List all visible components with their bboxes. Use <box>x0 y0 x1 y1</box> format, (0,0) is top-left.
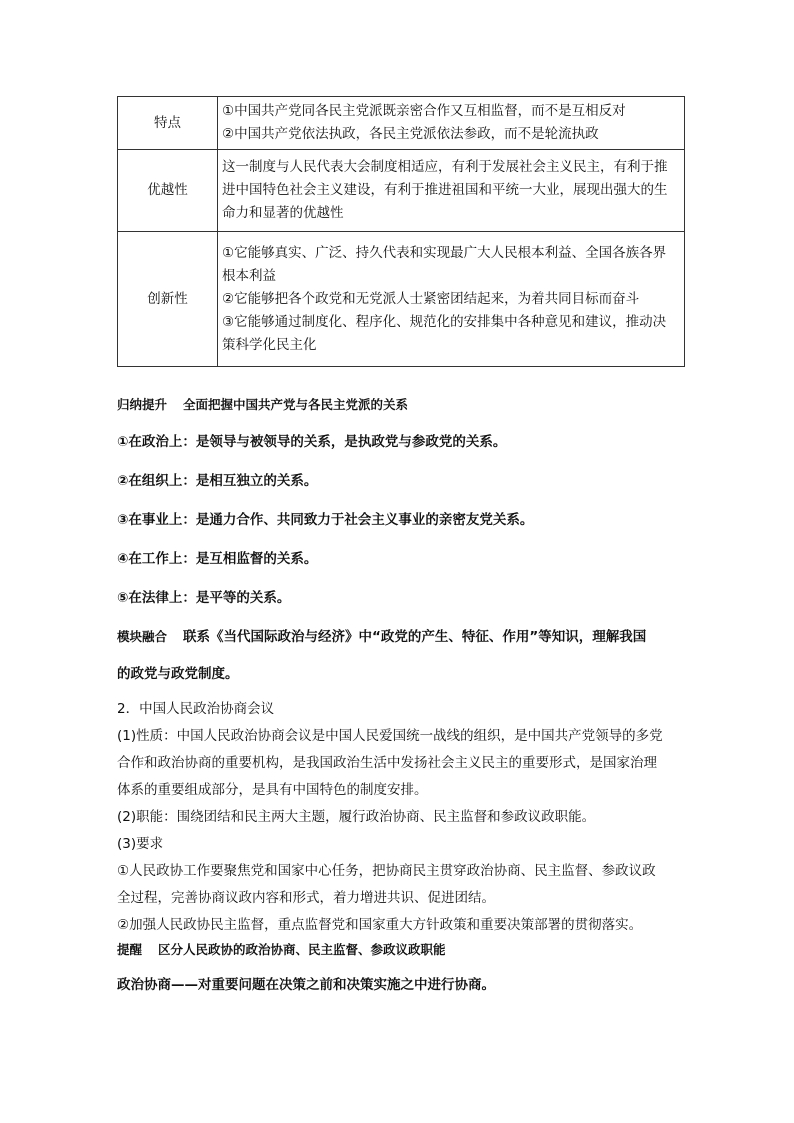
paragraph-line: 全过程，完善协商议政内容和形式，着力增进共识、促进团结。 <box>117 890 495 906</box>
cell-line: 根本利益 <box>222 267 276 284</box>
summary-title: 全面把握中国共产党与各民主党派的关系 <box>183 397 409 412</box>
row-value-cell <box>218 97 685 150</box>
summary-heading <box>117 395 408 413</box>
paragraph-line: (1)性质：中国人民政治协商会议是中国人民爱国统一战线的组织，是中国共产党领导的多党 <box>117 728 663 744</box>
cell-line: 策科学化民主化 <box>222 336 317 353</box>
summary-item: ③在事业上：是通力合作、共同致力于社会主义事业的亲密友党关系。 <box>117 512 534 528</box>
paragraph-line: (2)职能：围绕团结和民主两大主题，履行政治协商、民主监督和参政议政职能。 <box>117 809 596 825</box>
cell-line: 命力和显著的优越性 <box>222 205 344 221</box>
paragraph-line: 体系的重要组成部分，是具有中国特色的制度安排。 <box>117 782 428 798</box>
paragraph-line: 合作和政治协商的重要机构，是我国政治生活中发扬社会主义民主的重要形式，是国家治理 <box>117 755 657 771</box>
paragraph-line: ②加强人民政协民主监督，重点监督党和国家重大方针政策和重要决策部署的贯彻落实。 <box>117 917 643 933</box>
table-row <box>118 97 685 150</box>
reminder-title: 区分人民政协的政治协商、民主监督、参政议政职能 <box>158 942 446 957</box>
module-text: 联系《当代国际政治与经济》中“政党的产生、特征、作用”等知识，理解我国 <box>183 629 647 645</box>
cell-line: 这一制度与人民代表大会制度相适应，有利于发展社会主义民主，有利于推 <box>222 159 668 175</box>
paragraph-line: ①人民政协工作要聚焦党和国家中心任务，把协商民主贯穿政治协商、民主监督、参政议政 <box>117 863 656 879</box>
reminder-line: 政治协商——对重要问题在决策之前和决策实施之中进行协商。 <box>117 977 495 993</box>
cpc-relations-table <box>117 96 685 367</box>
summary-item: ⑤在法律上：是平等的关系。 <box>117 590 291 606</box>
cell-line: ②它能够把各个政党和无党派人士紧密团结起来，为着共同目标而奋斗 <box>222 290 640 307</box>
cell-line: ①中国共产党同各民主党派既亲密合作又互相监督，而不是互相反对 <box>222 103 626 119</box>
cell-line: ①它能够真实、广泛、持久代表和实现最广大人民根本利益、全国各族各界 <box>222 244 667 261</box>
reminder-heading <box>117 940 446 958</box>
module-line-2: 的政党与政党制度。 <box>117 666 239 682</box>
summary-item: ④在工作上：是互相监督的关系。 <box>117 551 318 567</box>
row-value-cell <box>218 232 685 367</box>
module-label: 模块融合 <box>117 629 168 644</box>
row-key-cell: 特点 <box>118 97 218 150</box>
paragraph-line: (3)要求 <box>117 836 164 852</box>
row-key-cell: 优越性 <box>118 150 218 232</box>
cell-line: 进中国特色社会主义建设，有利于推进祖国和平统一大业，展现出强大的生 <box>222 182 668 198</box>
cell-line: ②中国共产党依法执政，各民主党派依法参政，而不是轮流执政 <box>222 126 599 142</box>
summary-item: ①在政治上：是领导与被领导的关系，是执政党与参政党的关系。 <box>117 434 507 450</box>
summary-item: ②在组织上：是相互独立的关系。 <box>117 473 318 489</box>
summary-label: 归纳提升 <box>117 397 168 412</box>
row-value-cell <box>218 150 685 232</box>
table-row <box>118 150 685 232</box>
reminder-label: 提醒 <box>117 942 143 957</box>
module-line-1 <box>117 625 646 645</box>
table-row <box>118 232 685 367</box>
row-key-cell: 创新性 <box>118 232 218 367</box>
cell-line: ③它能够通过制度化、程序化、规范化的安排集中各种意见和建议，推动决 <box>222 313 667 330</box>
section-heading: 2．中国人民政治协商会议 <box>117 701 275 717</box>
